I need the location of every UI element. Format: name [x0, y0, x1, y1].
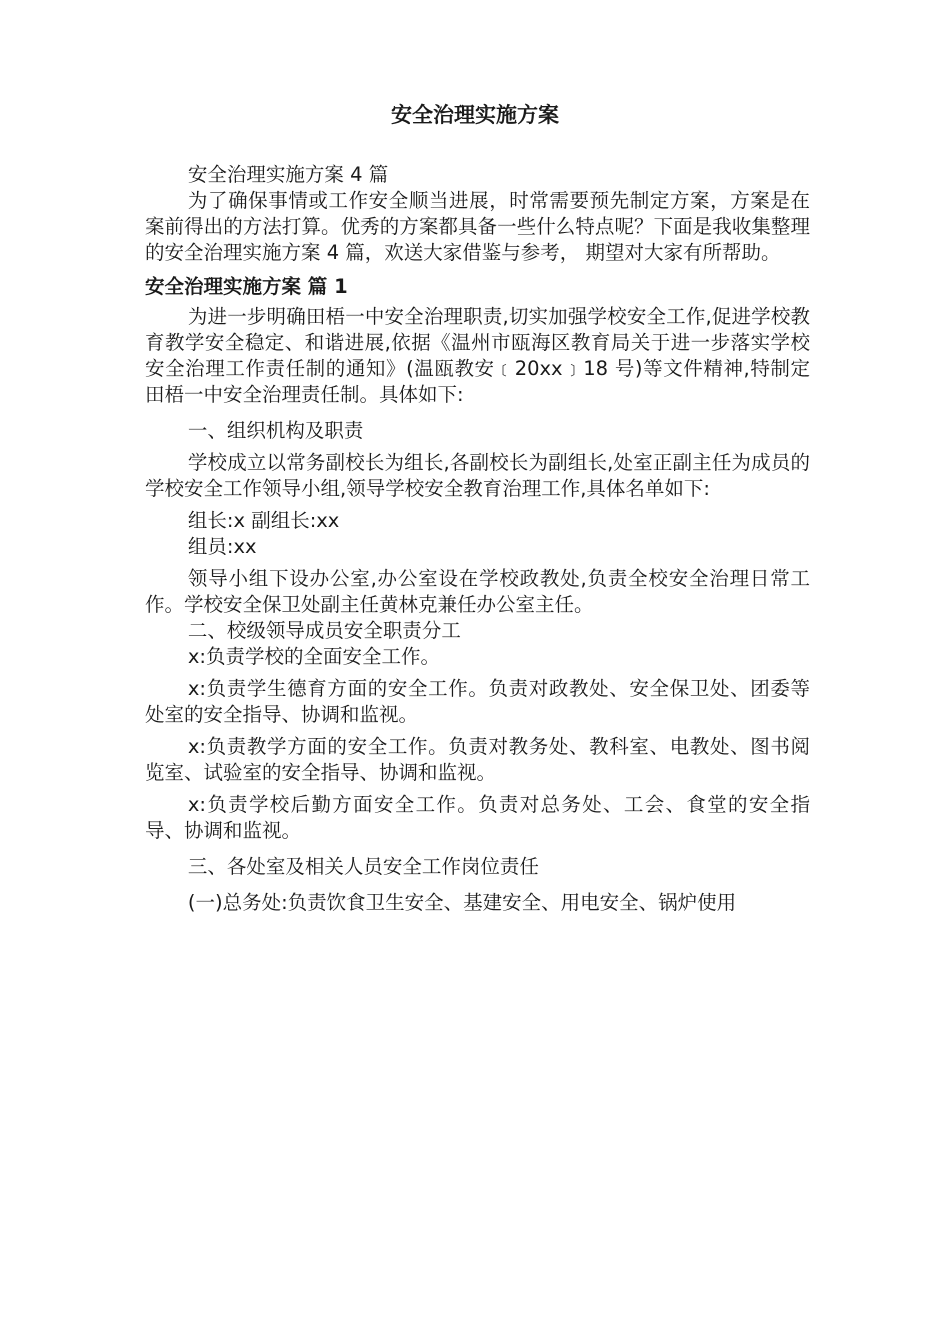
paragraph: x:负责学生德育方面的安全工作。负责对政教处、安全保卫处、团委等处室的安全指导、协调和监视。: [145, 677, 810, 726]
paragraph: 为进一步明确田梧一中安全治理职责,切实加强学校安全工作,促进学校教育教学安全稳定、和谐进展,依据《温州市瓯海区教育局关于进一步落实学校安全治理工作责任制的通知》(温瓯教安﹝20xx﹞18 号)等文件精神,特制定田梧一中安全治理责任制。具体如下:: [145, 305, 810, 406]
paragraph: 领导小组下设办公室,办公室设在学校政教处,负责全校安全治理日常工作。学校安全保卫处副主任黄林克兼任办公室主任。: [145, 567, 810, 616]
subheading: 一、组织机构及职责: [187, 419, 364, 442]
subheading: 二、校级领导成员安全职责分工: [187, 619, 461, 642]
document-subtitle: 安全治理实施方案 4 篇: [187, 163, 389, 186]
paragraph: 组长:x 副组长:xx: [187, 509, 340, 532]
document-title: 安全治理实施方案: [391, 103, 559, 127]
paragraph: x:负责学校的全面安全工作。: [187, 645, 441, 668]
document-body: [145, 162, 810, 916]
paragraph: x:负责学校后勤方面安全工作。负责对总务处、工会、食堂的安全指导、协调和监视。: [145, 793, 810, 842]
paragraph: 组员:xx: [187, 535, 257, 558]
paragraph: x:负责教学方面的安全工作。负责对教务处、教科室、电教处、图书阅览室、试验室的安全指导、协调和监视。: [145, 735, 810, 784]
subheading: 三、各处室及相关人员安全工作岗位责任: [187, 855, 539, 878]
paragraph: 学校成立以常务副校长为组长,各副校长为副组长,处室正副主任为成员的学校安全工作领导小组,领导学校安全教育治理工作,具体名单如下:: [145, 451, 810, 500]
paragraph: (一)总务处:负责饮食卫生安全、基建安全、用电安全、锅炉使用: [187, 891, 737, 914]
section-heading: 安全治理实施方案 篇 1: [145, 275, 348, 298]
intro-paragraph: 为了确保事情或工作安全顺当进展，时常需要预先制定方案，方案是在案前得出的方法打算。优秀的方案都具备一些什么特点呢？下面是我收集整理的安全治理实施方案 4 篇，欢送大家借鉴与参考， 期望对大家有所帮助。: [145, 189, 810, 264]
